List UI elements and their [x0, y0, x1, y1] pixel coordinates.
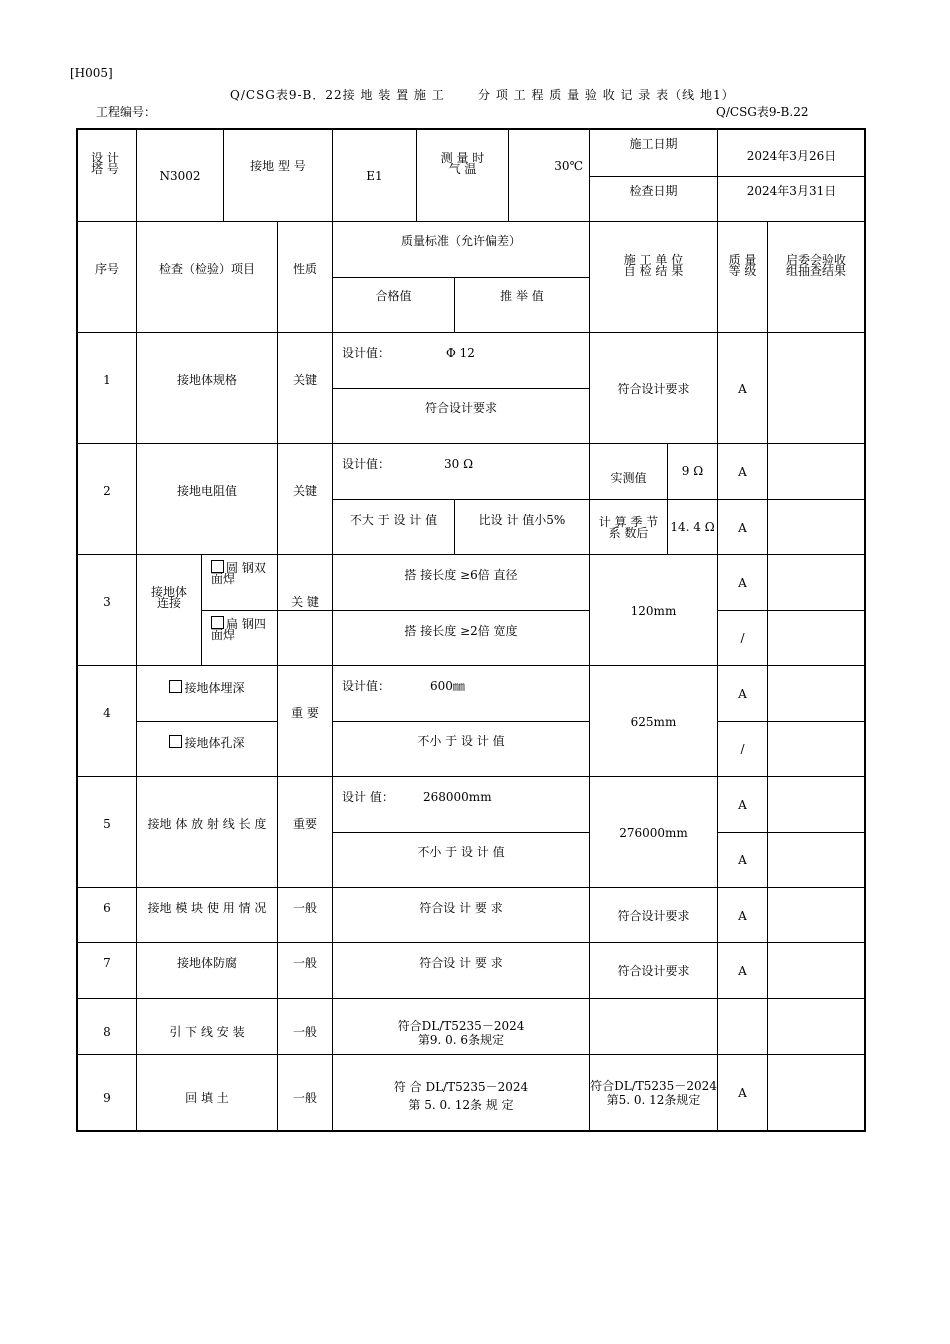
quality-grade: A [738, 687, 747, 701]
recommend-value: 比设 计 值小5% [478, 513, 566, 527]
self-check-result: 符合设计要求 [617, 964, 690, 978]
row-seq: 3 [103, 595, 111, 609]
row-nature: 关键 [292, 373, 317, 387]
row-item: 接地 体 放 射 线 长 度 [147, 817, 267, 831]
ground-type-value: E1 [366, 169, 383, 183]
self-check-result: 120mm [630, 604, 677, 618]
check-date-label: 检查日期 [629, 184, 678, 198]
temperature-label: 测 量 时 气 温 [440, 151, 485, 176]
calc-label: 计 算 季 节 系 数后 [598, 515, 659, 540]
standard-text: 符合DL/T5235－2024 第9. 0. 6条规定 [397, 1019, 525, 1047]
row-nature: 一般 [292, 1091, 317, 1105]
design-value: Φ 12 [446, 346, 475, 360]
col-nature: 性质 [292, 262, 317, 276]
project-number-label: 工程编号： [96, 105, 157, 119]
design-value-label: 设计值： [342, 679, 391, 693]
row-item: 接地体孔深 [137, 735, 277, 749]
quality-grade: / [740, 742, 745, 756]
quality-grade: A [738, 909, 747, 923]
quality-grade: A [738, 1086, 747, 1100]
calc-value: 14. 4 Ω [670, 520, 715, 534]
row-nature: 一般 [292, 1025, 317, 1039]
standard-text: 符合设计要求 [424, 401, 497, 415]
row-seq: 7 [103, 956, 111, 970]
row-seq: 4 [103, 706, 111, 720]
standard-text: 不小 于 设 计 值 [417, 845, 505, 859]
build-date-value: 2024年3月26日 [746, 149, 837, 163]
self-check-result: 625mm [630, 715, 677, 729]
form-title-right: 分 项 工 程 质 量 验 收 记 录 表（线 地1） [478, 88, 735, 102]
row-seq: 5 [103, 817, 111, 831]
quality-grade: A [738, 853, 747, 867]
self-check-result: 符合设计要求 [617, 909, 690, 923]
row-item: 接地体埋深 [137, 680, 277, 694]
design-value: 600㎜ [430, 679, 465, 693]
quality-grade: A [738, 964, 747, 978]
row-item: 引 下 线 安 装 [169, 1025, 245, 1039]
row-item: 接地电阻值 [176, 484, 237, 498]
col-standard: 质量标准（允许偏差） [400, 234, 521, 248]
row-item: 回 填 土 [185, 1091, 229, 1105]
col-recommend: 推 举 值 [500, 289, 544, 303]
row-nature: 重 要 [291, 706, 319, 720]
temperature-value: 30℃ [554, 159, 583, 173]
row-nature: 一般 [292, 901, 317, 915]
quality-grade: / [740, 631, 745, 645]
row-seq: 1 [103, 373, 111, 387]
pass-value: 不大 于 设 计 值 [349, 513, 438, 527]
standard-text: 不小 于 设 计 值 [417, 734, 505, 748]
row-nature: 关键 [292, 484, 317, 498]
form-code: [H005] [70, 66, 113, 80]
standard-text: 符 合 DL/T5235－2024 第 5. 0. 12条 规 定 [393, 1080, 529, 1112]
row-item: 接地体规格 [176, 373, 237, 387]
row-seq: 8 [103, 1025, 111, 1039]
col-self-check: 施 工 单 位 自 检 结 果 [623, 253, 684, 278]
design-value-label: 设计值： [342, 457, 391, 471]
col-item: 检查（检验）项目 [158, 262, 255, 276]
row-item: 接地 模 块 使 用 情 况 [147, 901, 267, 915]
form-title-left: Q/CSG表9-B．22接 地 装 置 施 工 [230, 88, 445, 102]
quality-grade: A [738, 576, 747, 590]
col-seq: 序号 [94, 262, 119, 276]
ground-type-label: 接地 型 号 [250, 159, 306, 173]
sub-item-flat-steel: 扁 钢四 面焊 [211, 617, 266, 642]
standard-text: 符合设 计 要 求 [419, 901, 503, 915]
self-check-result: 276000mm [619, 826, 688, 840]
measured-label: 实测值 [610, 471, 647, 485]
build-date-label: 施工日期 [629, 137, 678, 151]
measured-value: 9 Ω [681, 464, 704, 478]
row-nature: 关 键 [291, 595, 319, 609]
row-item: 接地体 连接 [150, 585, 187, 610]
self-check-result: 符合设计要求 [617, 382, 690, 396]
col-grade: 质 量 等 级 [728, 253, 757, 278]
col-acceptance: 启委会验收 组抽查结果 [785, 253, 846, 278]
check-date-value: 2024年3月31日 [746, 184, 837, 198]
row-nature: 一般 [292, 956, 317, 970]
checkbox-hole-depth[interactable] [169, 735, 182, 748]
design-value-label: 设计 值： [342, 790, 394, 804]
quality-grade: A [738, 465, 747, 479]
standard-text: 搭 接长度 ≥2倍 宽度 [404, 624, 518, 638]
design-value: 30 Ω [444, 457, 474, 471]
quality-grade: A [738, 798, 747, 812]
col-pass: 合格值 [375, 289, 412, 303]
quality-grade: A [738, 521, 747, 535]
checkbox-bury-depth[interactable] [169, 680, 182, 693]
row-item: 接地体防腐 [176, 956, 237, 970]
design-value: 268000mm [423, 790, 492, 804]
row-seq: 2 [103, 484, 111, 498]
row-seq: 9 [103, 1091, 111, 1105]
form-number: Q/CSG表9-B.22 [716, 105, 809, 119]
quality-grade: A [738, 382, 747, 396]
standard-text: 搭 接长度 ≥6倍 直径 [404, 568, 518, 582]
tower-label: 设 计 塔 号 [91, 151, 119, 176]
standard-text: 符合设 计 要 求 [419, 956, 503, 970]
row-seq: 6 [103, 901, 111, 915]
sub-item-round-steel: 圆 钢双 面焊 [211, 561, 266, 586]
tower-number: N3002 [159, 169, 201, 183]
design-value-label: 设计值： [342, 346, 391, 360]
self-check-result: 符合DL/T5235－2024 第5. 0. 12条规定 [590, 1079, 717, 1107]
row-nature: 重要 [292, 817, 317, 831]
